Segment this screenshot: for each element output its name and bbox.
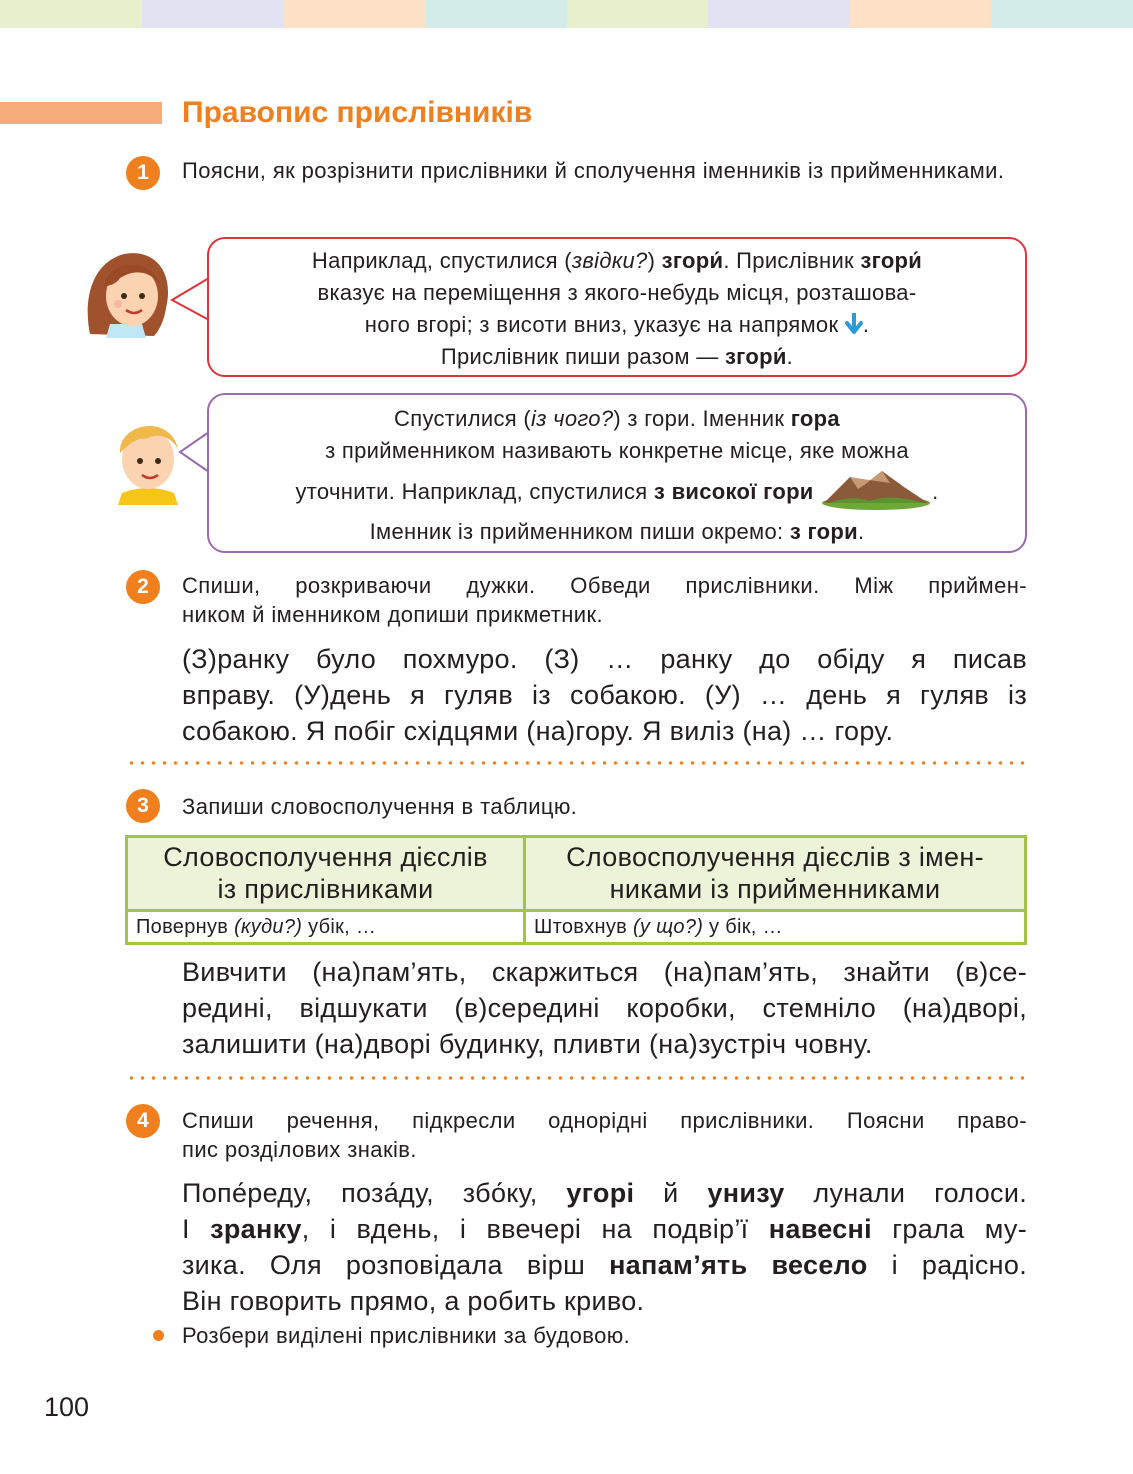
band-segment xyxy=(142,0,284,28)
band-segment xyxy=(850,0,992,28)
top-color-band xyxy=(0,0,1133,28)
exercise-line: Він говорить прямо, а робить криво. xyxy=(182,1286,645,1316)
task-4-instruction xyxy=(182,1106,1027,1164)
task-number-4: 4 xyxy=(126,1104,160,1138)
bubble-line: Спустилися (із чого?) з гори. Іменник гора xyxy=(394,406,840,431)
boy-speech-bubble xyxy=(207,393,1027,553)
task-2-text-line: Спиши, розкриваючи дужки. Обведи прислівники. Між приймен- xyxy=(182,573,1027,598)
task-3-exercise xyxy=(182,954,1027,1062)
task-2-text-line: ником й іменником допиши прикметник. xyxy=(182,602,604,627)
bubble-line: Прислівник пиши разом — згори́. xyxy=(440,344,794,369)
bubble-tail-purple xyxy=(178,430,210,476)
task-2-instruction xyxy=(182,571,1027,629)
exercise-line: вправу. (У)день я гуляв із собакою. (У) … день я гуляв із xyxy=(182,680,1027,710)
bubble-line: з прийменником називають конкретне місце, яке можна xyxy=(325,438,909,463)
task-2-exercise xyxy=(182,641,1027,749)
table-header-adverbs: Словосполучення дієслів із прислівниками xyxy=(127,837,525,911)
page-number: 100 xyxy=(44,1392,90,1422)
exercise-line: зика. Оля розповідала вірш напам’ять весело і радісно. xyxy=(182,1250,1027,1280)
task-number-3: 3 xyxy=(126,789,160,823)
table-header-nouns: Словосполучення дієслів з імен- никами із прийменниками xyxy=(525,837,1026,911)
dotted-separator xyxy=(126,1076,1027,1080)
exercise-line: собакою. Я побіг східцями (на)гору. Я виліз (на) … гору. xyxy=(182,716,894,746)
band-segment xyxy=(991,0,1133,28)
task-number-1: 1 xyxy=(126,156,160,190)
boy-character-icon xyxy=(108,413,188,505)
exercise-line: залишити (на)дворі будинку, пливти (на)зустріч човну. xyxy=(182,1029,873,1059)
task-1-instruction xyxy=(182,156,1027,185)
task-3-instruction: Запиши словосполучення в таблицю. xyxy=(182,794,578,819)
arrow-down-icon xyxy=(845,313,863,335)
task-4-exercise xyxy=(182,1175,1027,1319)
bullet-icon xyxy=(153,1330,164,1341)
dotted-separator xyxy=(126,761,1027,765)
mountain-icon xyxy=(820,467,932,511)
task-4-text-line: пис розділових знаків. xyxy=(182,1137,417,1162)
band-segment xyxy=(708,0,850,28)
exercise-line: Вивчити (на)пам’ять, скаржиться (на)пам’ять, знайти (в)се- xyxy=(182,957,1027,987)
table-cell-adverbs: Повернув (куди?) убік, … xyxy=(127,911,525,944)
band-segment xyxy=(567,0,709,28)
band-segment xyxy=(0,0,142,28)
word-combinations-table xyxy=(125,835,1027,945)
task-4-bullet-text: Розбери виділені прислівники за будовою. xyxy=(182,1323,631,1348)
bubble-line: Іменник із прийменником пиши окремо: з гори. xyxy=(369,519,865,544)
task-number-2: 2 xyxy=(126,570,160,604)
bubble-line: вказує на переміщення з якого-небудь місця, розташова- xyxy=(317,280,917,305)
exercise-line: редині, відшукати (в)середині коробки, стемніло (на)дворі, xyxy=(182,993,1027,1023)
page-title: Правопис прислівників xyxy=(182,96,533,129)
band-segment xyxy=(283,0,425,28)
task-1-text: Поясни, як розрізнити прислівники й сполучення іменників із прийменниками. xyxy=(182,158,1005,183)
task-4-text-line: Спиши речення, підкресли однорідні прислівники. Поясни право- xyxy=(182,1108,1027,1133)
bubble-line: Наприклад, спустилися (звідки?) згори́. Прислівник згори́ xyxy=(311,248,923,273)
exercise-line: (З)ранку було похмуро. (З) … ранку до обіду я писав xyxy=(182,644,1027,674)
girl-character-icon xyxy=(80,246,176,338)
title-accent-bar xyxy=(0,102,162,124)
exercise-line: І зранку, і вдень, і ввечері на подвір’ї навесні грала му- xyxy=(182,1214,1027,1244)
bubble-line: уточнити. Наприклад, спустилися з високої гори . xyxy=(209,467,1025,516)
bubble-line: ного вгорі; з висоти вниз, указує на напрямок . xyxy=(364,312,870,337)
band-segment xyxy=(425,0,567,28)
table-cell-nouns: Штовхнув (у що?) у бік, … xyxy=(525,911,1026,944)
exercise-line: Попе́реду, поза́ду, збо́ку, угорі й унизу лунали голоси. xyxy=(182,1178,1028,1208)
bubble-tail-red xyxy=(170,276,210,322)
girl-speech-bubble xyxy=(207,237,1027,377)
